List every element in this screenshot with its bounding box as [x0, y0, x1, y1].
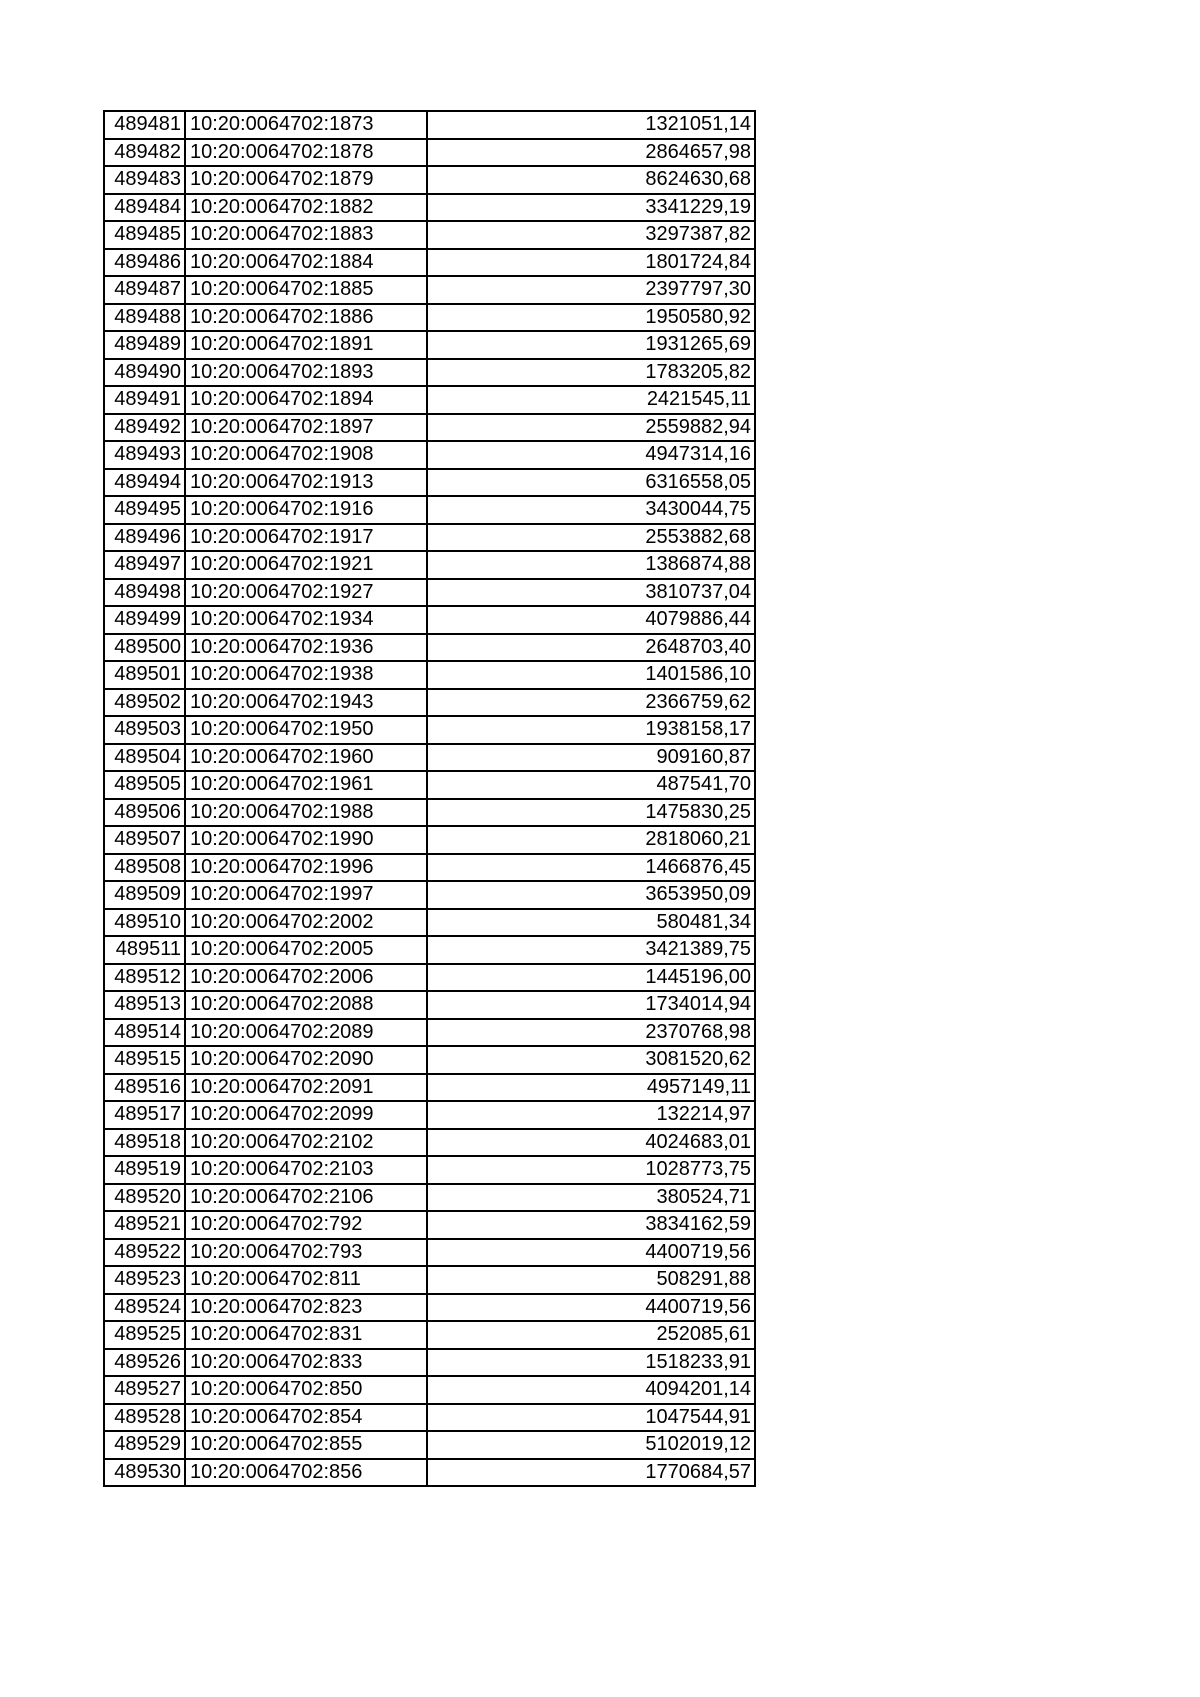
table-row — [104, 1074, 755, 1102]
cadastral-number-cell: 10:20:0064702:1893 — [185, 359, 427, 387]
row-number-cell: 489502 — [104, 689, 185, 717]
row-number-cell: 489511 — [104, 936, 185, 964]
row-number-cell: 489510 — [104, 909, 185, 937]
row-number-cell: 489518 — [104, 1129, 185, 1157]
cadastral-number-cell: 10:20:0064702:1943 — [185, 689, 427, 717]
table-row — [104, 991, 755, 1019]
value-cell: 580481,34 — [427, 909, 755, 937]
table-row — [104, 826, 755, 854]
cadastral-number-cell: 10:20:0064702:792 — [185, 1211, 427, 1239]
value-cell: 3834162,59 — [427, 1211, 755, 1239]
table-row — [104, 1404, 755, 1432]
cadastral-number-cell: 10:20:0064702:1996 — [185, 854, 427, 882]
table-row — [104, 936, 755, 964]
table-row — [104, 634, 755, 662]
table-row — [104, 249, 755, 277]
row-number-cell: 489489 — [104, 331, 185, 359]
cadastral-number-cell: 10:20:0064702:793 — [185, 1239, 427, 1267]
row-number-cell: 489517 — [104, 1101, 185, 1129]
value-cell: 132214,97 — [427, 1101, 755, 1129]
table-row — [104, 1349, 755, 1377]
value-cell: 487541,70 — [427, 771, 755, 799]
cadastral-number-cell: 10:20:0064702:2005 — [185, 936, 427, 964]
row-number-cell: 489525 — [104, 1321, 185, 1349]
row-number-cell: 489495 — [104, 496, 185, 524]
value-cell: 3653950,09 — [427, 881, 755, 909]
row-number-cell: 489520 — [104, 1184, 185, 1212]
cadastral-number-cell: 10:20:0064702:1921 — [185, 551, 427, 579]
row-number-cell: 489509 — [104, 881, 185, 909]
cadastral-number-cell: 10:20:0064702:2090 — [185, 1046, 427, 1074]
row-number-cell: 489521 — [104, 1211, 185, 1239]
table-row — [104, 716, 755, 744]
table-row — [104, 689, 755, 717]
table-row — [104, 854, 755, 882]
cadastral-number-cell: 10:20:0064702:1879 — [185, 166, 427, 194]
cadastral-number-cell: 10:20:0064702:1936 — [185, 634, 427, 662]
row-number-cell: 489524 — [104, 1294, 185, 1322]
table-row — [104, 964, 755, 992]
row-number-cell: 489527 — [104, 1376, 185, 1404]
row-number-cell: 489491 — [104, 386, 185, 414]
value-cell: 1466876,45 — [427, 854, 755, 882]
cadastral-number-cell: 10:20:0064702:1894 — [185, 386, 427, 414]
row-number-cell: 489506 — [104, 799, 185, 827]
value-cell: 2818060,21 — [427, 826, 755, 854]
value-cell: 4400719,56 — [427, 1239, 755, 1267]
cadastral-number-cell: 10:20:0064702:1873 — [185, 111, 427, 139]
value-cell: 1783205,82 — [427, 359, 755, 387]
table-row — [104, 1321, 755, 1349]
row-number-cell: 489529 — [104, 1431, 185, 1459]
cadastral-number-cell: 10:20:0064702:1927 — [185, 579, 427, 607]
value-cell: 1028773,75 — [427, 1156, 755, 1184]
cadastral-number-cell: 10:20:0064702:831 — [185, 1321, 427, 1349]
table-row — [104, 1266, 755, 1294]
cadastral-number-cell: 10:20:0064702:1886 — [185, 304, 427, 332]
table-row — [104, 1101, 755, 1129]
row-number-cell: 489493 — [104, 441, 185, 469]
row-number-cell: 489500 — [104, 634, 185, 662]
cadastral-number-cell: 10:20:0064702:1938 — [185, 661, 427, 689]
table-row — [104, 1129, 755, 1157]
table-row — [104, 1156, 755, 1184]
value-cell: 2553882,68 — [427, 524, 755, 552]
value-cell: 4079886,44 — [427, 606, 755, 634]
table-row — [104, 1019, 755, 1047]
table-row — [104, 524, 755, 552]
cadastral-number-cell: 10:20:0064702:1917 — [185, 524, 427, 552]
cadastral-number-cell: 10:20:0064702:811 — [185, 1266, 427, 1294]
table-row — [104, 359, 755, 387]
row-number-cell: 489504 — [104, 744, 185, 772]
cadastral-number-cell: 10:20:0064702:1988 — [185, 799, 427, 827]
cadastral-number-cell: 10:20:0064702:1990 — [185, 826, 427, 854]
table-row — [104, 331, 755, 359]
value-cell: 508291,88 — [427, 1266, 755, 1294]
value-cell: 252085,61 — [427, 1321, 755, 1349]
row-number-cell: 489530 — [104, 1459, 185, 1487]
row-number-cell: 489481 — [104, 111, 185, 139]
value-cell: 2559882,94 — [427, 414, 755, 442]
value-cell: 2366759,62 — [427, 689, 755, 717]
value-cell: 3297387,82 — [427, 221, 755, 249]
table-row — [104, 111, 755, 139]
table-row — [104, 1431, 755, 1459]
value-cell: 1931265,69 — [427, 331, 755, 359]
row-number-cell: 489485 — [104, 221, 185, 249]
row-number-cell: 489528 — [104, 1404, 185, 1432]
cadastral-number-cell: 10:20:0064702:1885 — [185, 276, 427, 304]
cadastral-number-cell: 10:20:0064702:2103 — [185, 1156, 427, 1184]
value-cell: 3430044,75 — [427, 496, 755, 524]
row-number-cell: 489490 — [104, 359, 185, 387]
value-cell: 1321051,14 — [427, 111, 755, 139]
row-number-cell: 489499 — [104, 606, 185, 634]
value-cell: 2370768,98 — [427, 1019, 755, 1047]
cadastral-number-cell: 10:20:0064702:833 — [185, 1349, 427, 1377]
table-row — [104, 469, 755, 497]
cadastral-number-cell: 10:20:0064702:1884 — [185, 249, 427, 277]
row-number-cell: 489523 — [104, 1266, 185, 1294]
cadastral-number-cell: 10:20:0064702:2006 — [185, 964, 427, 992]
value-cell: 4947314,16 — [427, 441, 755, 469]
cadastral-number-cell: 10:20:0064702:1878 — [185, 139, 427, 167]
cadastral-number-cell: 10:20:0064702:2106 — [185, 1184, 427, 1212]
table-row — [104, 661, 755, 689]
value-cell: 1475830,25 — [427, 799, 755, 827]
table-row — [104, 606, 755, 634]
value-cell: 1445196,00 — [427, 964, 755, 992]
row-number-cell: 489498 — [104, 579, 185, 607]
row-number-cell: 489522 — [104, 1239, 185, 1267]
table-row — [104, 1239, 755, 1267]
row-number-cell: 489512 — [104, 964, 185, 992]
table-body — [104, 111, 755, 1486]
table-row — [104, 579, 755, 607]
table-row — [104, 166, 755, 194]
value-cell: 1801724,84 — [427, 249, 755, 277]
row-number-cell: 489515 — [104, 1046, 185, 1074]
table-row — [104, 1459, 755, 1487]
table-row — [104, 1211, 755, 1239]
row-number-cell: 489497 — [104, 551, 185, 579]
row-number-cell: 489516 — [104, 1074, 185, 1102]
value-cell: 1734014,94 — [427, 991, 755, 1019]
value-cell: 4957149,11 — [427, 1074, 755, 1102]
table-row — [104, 496, 755, 524]
row-number-cell: 489501 — [104, 661, 185, 689]
row-number-cell: 489526 — [104, 1349, 185, 1377]
row-number-cell: 489487 — [104, 276, 185, 304]
value-cell: 3810737,04 — [427, 579, 755, 607]
table-row — [104, 221, 755, 249]
value-cell: 6316558,05 — [427, 469, 755, 497]
value-cell: 3421389,75 — [427, 936, 755, 964]
table-row — [104, 1376, 755, 1404]
value-cell: 380524,71 — [427, 1184, 755, 1212]
cadastral-number-cell: 10:20:0064702:1897 — [185, 414, 427, 442]
table-row — [104, 771, 755, 799]
cadastral-number-cell: 10:20:0064702:1913 — [185, 469, 427, 497]
row-number-cell: 489486 — [104, 249, 185, 277]
value-cell: 1770684,57 — [427, 1459, 755, 1487]
row-number-cell: 489514 — [104, 1019, 185, 1047]
cadastral-number-cell: 10:20:0064702:2102 — [185, 1129, 427, 1157]
value-cell: 1386874,88 — [427, 551, 755, 579]
value-cell: 2648703,40 — [427, 634, 755, 662]
value-cell: 2397797,30 — [427, 276, 755, 304]
table-row — [104, 881, 755, 909]
cadastral-number-cell: 10:20:0064702:1950 — [185, 716, 427, 744]
cadastral-number-cell: 10:20:0064702:1916 — [185, 496, 427, 524]
row-number-cell: 489494 — [104, 469, 185, 497]
row-number-cell: 489484 — [104, 194, 185, 222]
row-number-cell: 489519 — [104, 1156, 185, 1184]
cadastral-number-cell: 10:20:0064702:2099 — [185, 1101, 427, 1129]
cadastral-number-cell: 10:20:0064702:1960 — [185, 744, 427, 772]
cadastral-number-cell: 10:20:0064702:856 — [185, 1459, 427, 1487]
value-cell: 4094201,14 — [427, 1376, 755, 1404]
cadastral-number-cell: 10:20:0064702:2088 — [185, 991, 427, 1019]
table-row — [104, 1184, 755, 1212]
value-cell: 4400719,56 — [427, 1294, 755, 1322]
table-row — [104, 139, 755, 167]
value-cell: 2864657,98 — [427, 139, 755, 167]
value-cell: 1938158,17 — [427, 716, 755, 744]
value-cell: 2421545,11 — [427, 386, 755, 414]
table-row — [104, 304, 755, 332]
cadastral-number-cell: 10:20:0064702:1908 — [185, 441, 427, 469]
table-row — [104, 799, 755, 827]
row-number-cell: 489503 — [104, 716, 185, 744]
row-number-cell: 489482 — [104, 139, 185, 167]
cadastral-number-cell: 10:20:0064702:2091 — [185, 1074, 427, 1102]
value-cell: 1950580,92 — [427, 304, 755, 332]
cadastral-number-cell: 10:20:0064702:1997 — [185, 881, 427, 909]
table-row — [104, 1294, 755, 1322]
value-cell: 1401586,10 — [427, 661, 755, 689]
table-row — [104, 276, 755, 304]
value-cell: 8624630,68 — [427, 166, 755, 194]
cadastral-number-cell: 10:20:0064702:2002 — [185, 909, 427, 937]
row-number-cell: 489496 — [104, 524, 185, 552]
row-number-cell: 489508 — [104, 854, 185, 882]
table-row — [104, 551, 755, 579]
cadastral-number-cell: 10:20:0064702:1961 — [185, 771, 427, 799]
row-number-cell: 489492 — [104, 414, 185, 442]
value-cell: 5102019,12 — [427, 1431, 755, 1459]
table-row — [104, 386, 755, 414]
cadastral-number-cell: 10:20:0064702:2089 — [185, 1019, 427, 1047]
table-row — [104, 441, 755, 469]
row-number-cell: 489483 — [104, 166, 185, 194]
value-cell: 1518233,91 — [427, 1349, 755, 1377]
table-row — [104, 414, 755, 442]
cadastral-number-cell: 10:20:0064702:855 — [185, 1431, 427, 1459]
value-cell: 909160,87 — [427, 744, 755, 772]
row-number-cell: 489488 — [104, 304, 185, 332]
table-row — [104, 744, 755, 772]
cadastral-number-cell: 10:20:0064702:1883 — [185, 221, 427, 249]
table-row — [104, 194, 755, 222]
value-cell: 3081520,62 — [427, 1046, 755, 1074]
cadastral-number-cell: 10:20:0064702:854 — [185, 1404, 427, 1432]
cadastral-number-cell: 10:20:0064702:823 — [185, 1294, 427, 1322]
value-cell: 4024683,01 — [427, 1129, 755, 1157]
table-row — [104, 1046, 755, 1074]
cadastral-number-cell: 10:20:0064702:1934 — [185, 606, 427, 634]
row-number-cell: 489505 — [104, 771, 185, 799]
table-row — [104, 909, 755, 937]
row-number-cell: 489513 — [104, 991, 185, 1019]
row-number-cell: 489507 — [104, 826, 185, 854]
cadastral-number-cell: 10:20:0064702:1882 — [185, 194, 427, 222]
data-table — [103, 110, 756, 1487]
cadastral-number-cell: 10:20:0064702:1891 — [185, 331, 427, 359]
cadastral-number-cell: 10:20:0064702:850 — [185, 1376, 427, 1404]
value-cell: 1047544,91 — [427, 1404, 755, 1432]
value-cell: 3341229,19 — [427, 194, 755, 222]
